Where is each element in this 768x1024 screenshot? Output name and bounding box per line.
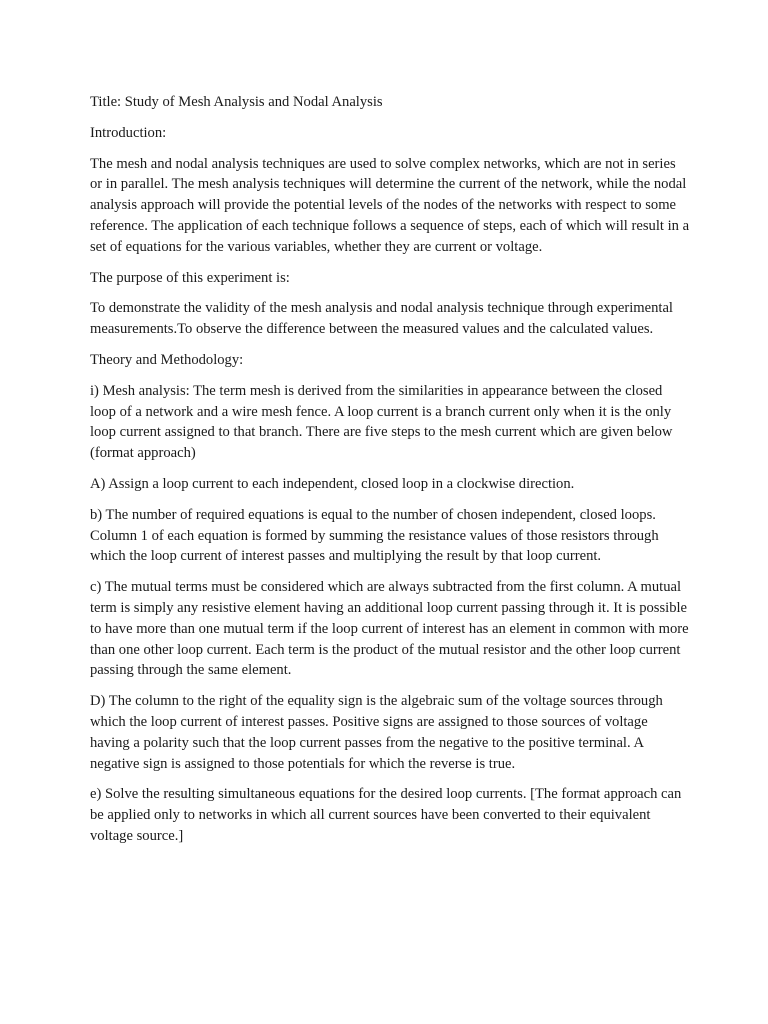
theory-heading: Theory and Methodology: — [90, 351, 244, 368]
step-d-paragraph: D) The column to the right of the equality sign is the algebraic sum of the voltage sources through which the loop current of interest passes. Positive signs are assigned to those sources of voltage having a polarity such that the loop current passes from the negative to the positive terminal. A negative sign is assigned to those potentials for which the reverse is true. — [90, 693, 663, 772]
mesh-analysis-paragraph: i) Mesh analysis: The term mesh is derived from the similarities in appearance between the closed loop of a network and a wire mesh fence. A loop current is a branch current only when it is the only loop current assigned to that branch. There are five steps to the mesh current which are given below (format approach) — [90, 382, 673, 462]
document-page — [90, 92, 690, 857]
purpose-paragraph: To demonstrate the validity of the mesh analysis and nodal analysis technique through experimental measurements.To observe the difference between the measured values and the calculated values. — [90, 300, 673, 338]
document-title: Title: Study of Mesh Analysis and Nodal Analysis — [90, 94, 383, 110]
step-e-paragraph: e) Solve the resulting simultaneous equations for the desired loop currents. [The format approach can be applied only to networks in which all current sources have been converted to their equivalent voltage source.] — [90, 786, 682, 844]
step-a-paragraph: A) Assign a loop current to each independent, closed loop in a clockwise direction. — [90, 475, 575, 492]
introduction-paragraph: The mesh and nodal analysis techniques are used to solve complex networks, which are not in series or in parallel. The mesh analysis techniques will determine the current of the network, while the nodal analysis approach will provide the potential levels of the nodes of the networks with respect to some reference. The application of each technique follows a sequence of steps, each of which will result in a set of equations for the various variables, whether they are current or voltage. — [90, 155, 690, 255]
introduction-heading: Introduction: — [90, 124, 167, 141]
purpose-heading: The purpose of this experiment is: — [90, 269, 290, 286]
step-b-paragraph: b) The number of required equations is equal to the number of chosen independent, closed loops. Column 1 of each equation is formed by summing the resistance values of those resistors through which the loop current of interest passes and multiplying the result by that loop current. — [90, 506, 659, 565]
step-c-paragraph: c) The mutual terms must be considered which are always subtracted from the first column. A mutual term is simply any resistive element having an additional loop current passing through it. It is possible to have more than one mutual term if the loop current of interest has an element in common with more than one other loop current. Each term is the product of the mutual resistor and the other loop current passing through the same element. — [90, 579, 689, 679]
